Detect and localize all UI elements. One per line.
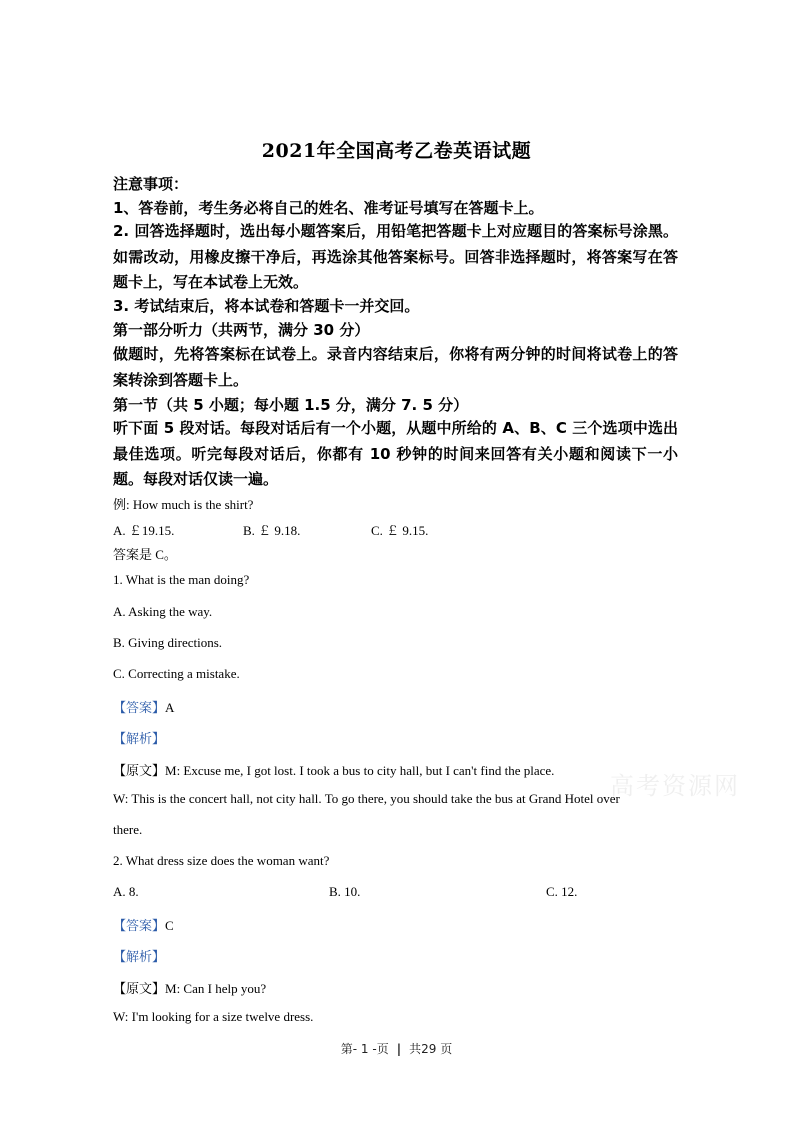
q1-analysis-line bbox=[113, 728, 165, 747]
answer-tag: 【答案】 bbox=[113, 918, 166, 933]
q2-question: 2. What dress size does the woman want? bbox=[113, 853, 330, 868]
q1-answer: A bbox=[165, 700, 175, 715]
example-option-a: A. ￡19.15. bbox=[113, 523, 175, 538]
notice-item-3: 3. 考试结束后，将本试卷和答题卡一并交回。 bbox=[113, 297, 420, 315]
section1-heading: 第一节（共 5 小题；每小题 1.5 分，满分 7. 5 分） bbox=[113, 396, 469, 414]
q1-transcript-w-line1: W: This is the concert hall, not city hall. To go there, you should take the bus at Grand Hotel over bbox=[113, 791, 620, 806]
example-option-b: B. ￡ 9.18. bbox=[243, 523, 301, 538]
page-title: 2021年全国高考乙卷英语试题 bbox=[261, 140, 532, 162]
example-answer: 答案是 C。 bbox=[113, 547, 177, 562]
q2-answer: C bbox=[165, 918, 174, 933]
q2-option-b: B. 10. bbox=[329, 884, 361, 899]
notice-heading: 注意事项： bbox=[113, 175, 189, 193]
q1-answer-line bbox=[113, 697, 174, 716]
part1-instruction: 做题时，先将答案标在试卷上。录音内容结束后，你将有两分钟的时间将试卷上的答案转涂到答题卡上。 bbox=[113, 345, 678, 389]
transcript-tag: 【原文】 bbox=[113, 981, 166, 996]
q1-transcript-w-line2: there. bbox=[113, 822, 143, 837]
q2-transcript-m bbox=[113, 978, 266, 997]
q1-option-b: B. Giving directions. bbox=[113, 635, 223, 650]
q1-question: 1. What is the man doing? bbox=[113, 572, 250, 587]
q2-answer-line bbox=[113, 915, 174, 934]
q1-transcript-m-text: M: Excuse me, I got lost. I took a bus to city hall, but I can't find the place. bbox=[165, 763, 555, 778]
q1-transcript-m bbox=[113, 760, 554, 779]
example-question: 例: How much is the shirt? bbox=[113, 497, 254, 512]
notice-item-2: 2. 回答选择题时，选出每小题答案后，用铅笔把答题卡上对应题目的答案标号涂黑。如需改动，用橡皮擦干净后，再选涂其他答案标号。回答非选择题时，将答案写在答题卡上，写在本试卷上无效。 bbox=[113, 222, 678, 291]
page-footer bbox=[0, 1040, 793, 1057]
part1-heading: 第一部分听力（共两节，满分 30 分） bbox=[113, 321, 370, 339]
transcript-tag: 【原文】 bbox=[113, 763, 166, 778]
q1-option-a: A. Asking the way. bbox=[113, 604, 213, 619]
page-number: 第- 1 -页 bbox=[340, 1042, 389, 1056]
analysis-tag: 【解析】 bbox=[113, 949, 166, 964]
q2-option-a: A. 8. bbox=[113, 884, 139, 899]
answer-tag: 【答案】 bbox=[113, 700, 166, 715]
q2-transcript-m-text: M: Can I help you? bbox=[165, 981, 267, 996]
q2-analysis-line bbox=[113, 946, 165, 965]
section1-instruction: 听下面 5 段对话。每段对话后有一个小题，从题中所给的 A、B、C 三个选项中选出最佳选项。听完每段对话后，你都有 10 秒钟的时间来回答有关小题和阅读下一小题。每段对话仅读一遍。 bbox=[113, 419, 678, 488]
q2-option-c: C. 12. bbox=[546, 884, 578, 899]
analysis-tag: 【解析】 bbox=[113, 731, 166, 746]
footer-separator: | bbox=[396, 1042, 402, 1056]
notice-item-1: 1、答卷前，考生务必将自己的姓名、准考证号填写在答题卡上。 bbox=[113, 199, 544, 217]
example-option-c: C. ￡ 9.15. bbox=[371, 523, 429, 538]
q2-transcript-w: W: I'm looking for a size twelve dress. bbox=[113, 1009, 314, 1024]
page-total: 共29 页 bbox=[409, 1042, 453, 1056]
watermark: 高考资源网 bbox=[610, 772, 740, 800]
q1-option-c: C. Correcting a mistake. bbox=[113, 666, 240, 681]
